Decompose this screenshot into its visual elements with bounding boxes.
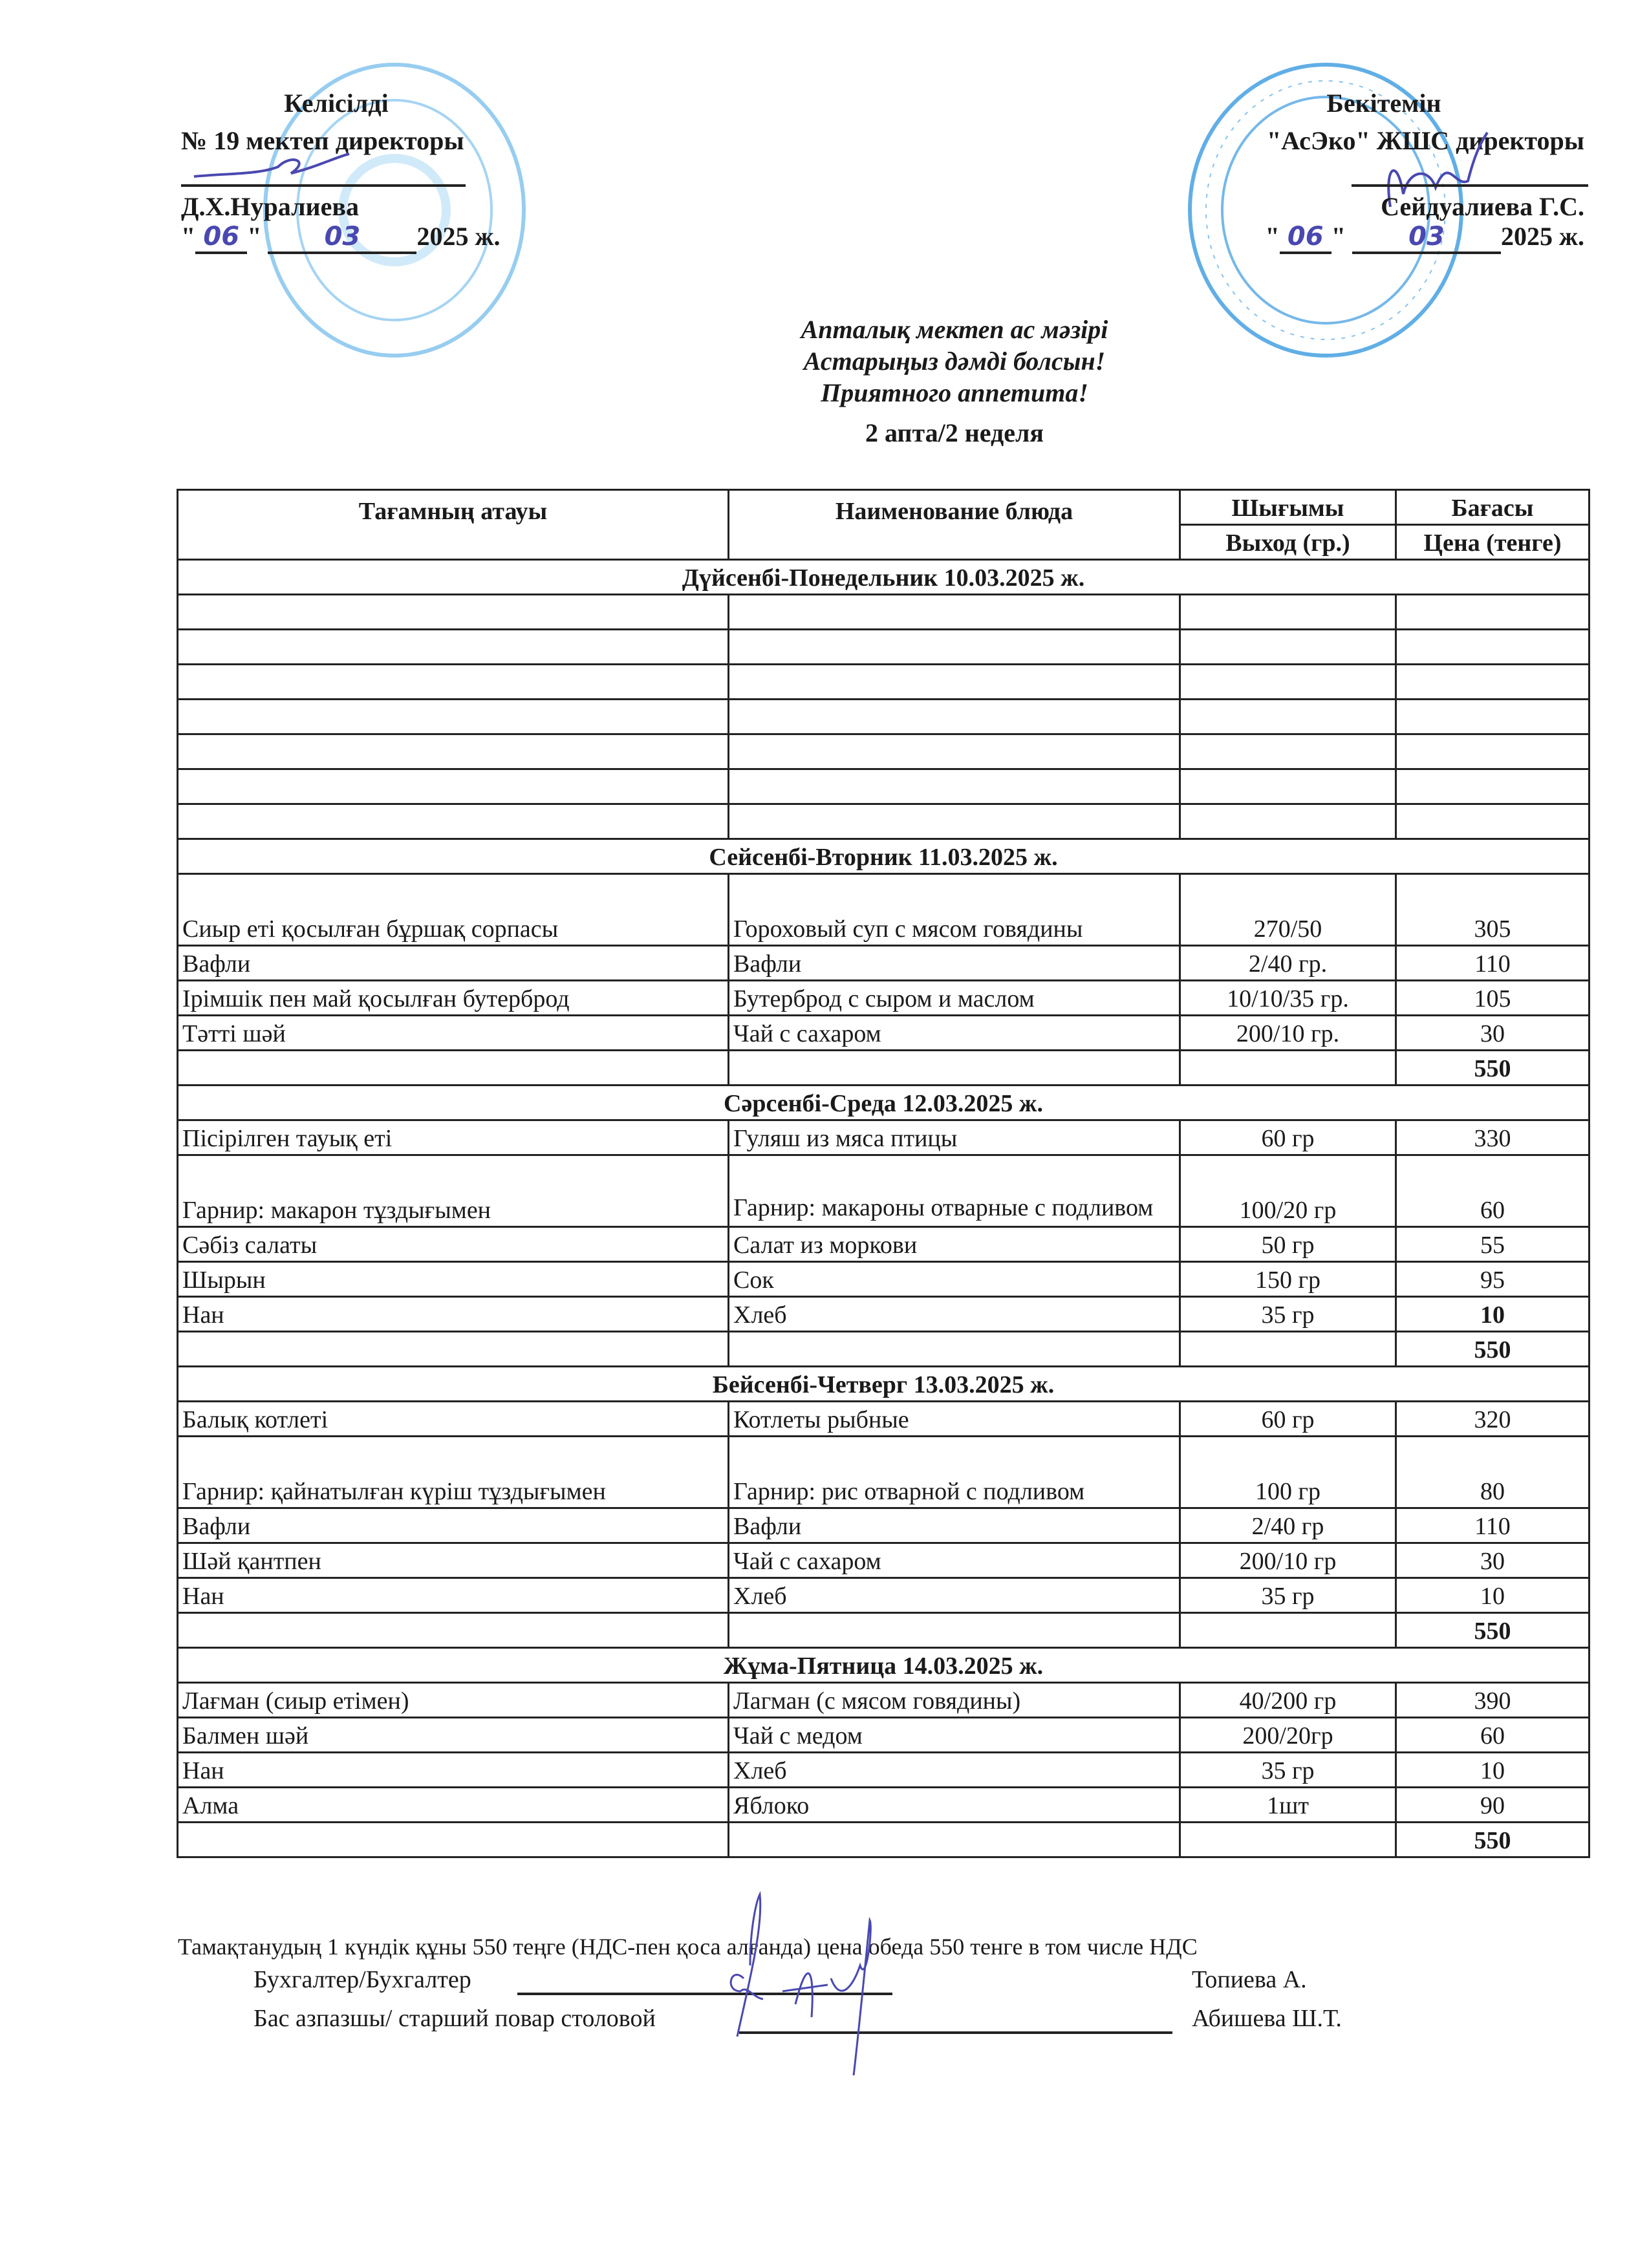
- signature-line-left: [181, 184, 466, 187]
- day-header-row: [178, 1086, 1590, 1120]
- dish-row: [178, 981, 1590, 1016]
- dish-name-ru: Салат из моркови: [729, 1227, 1180, 1262]
- dish-price: 60: [1396, 1155, 1590, 1227]
- date-day: 06: [1280, 222, 1331, 254]
- empty-cell: [178, 1613, 729, 1648]
- dish-row: [178, 1227, 1590, 1262]
- dish-weight: [1180, 769, 1396, 804]
- date-year: 2025 ж.: [1500, 222, 1584, 251]
- dish-weight: [1180, 700, 1396, 734]
- dish-name-kz: [178, 804, 729, 839]
- dish-row: [178, 1437, 1590, 1508]
- header-price-ru: Цена (тенге): [1396, 525, 1590, 560]
- dish-price: 105: [1396, 981, 1590, 1016]
- day-total: 550: [1396, 1051, 1590, 1086]
- dish-row: [178, 769, 1590, 804]
- dish-name-ru: Лагман (с мясом говядины): [729, 1683, 1180, 1718]
- dish-price: 60: [1396, 1718, 1590, 1753]
- dish-price: [1396, 804, 1590, 839]
- dish-row: [178, 1016, 1590, 1051]
- dish-price: 110: [1396, 1508, 1590, 1543]
- menu-table: [177, 489, 1590, 1858]
- dish-weight: [1180, 804, 1396, 839]
- dish-price: 10: [1396, 1578, 1590, 1613]
- dish-weight: 35 гр: [1180, 1578, 1396, 1613]
- dish-name-ru: Яблоко: [729, 1788, 1180, 1823]
- dish-price: [1396, 734, 1590, 769]
- cook-name: Абишева Ш.Т.: [1192, 2005, 1342, 2032]
- header-weight-ru: Выход (гр.): [1180, 525, 1396, 560]
- dish-name-ru: Вафли: [729, 946, 1180, 981]
- dish-price: 390: [1396, 1683, 1590, 1718]
- dish-weight: 270/50: [1180, 874, 1396, 946]
- dish-name-ru: Сок: [729, 1262, 1180, 1297]
- dish-name-kz: [178, 700, 729, 734]
- dish-weight: 60 гр: [1180, 1402, 1396, 1437]
- dish-row: [178, 1753, 1590, 1788]
- dish-name-kz: Ірімшік пен май қосылған бутерброд: [178, 981, 729, 1016]
- empty-cell: [1180, 1051, 1396, 1086]
- table-header-row: [178, 490, 1590, 525]
- dish-name-kz: Вафли: [178, 946, 729, 981]
- dish-name-kz: Алма: [178, 1788, 729, 1823]
- date-day: 06: [195, 222, 247, 254]
- week-label: 2 апта/2 неделя: [865, 418, 1044, 447]
- approval-right-date: " 06 " 03 2025 ж.: [1266, 221, 1584, 254]
- dish-name-ru: Чай с медом: [729, 1718, 1180, 1753]
- dish-weight: 100/20 гр: [1180, 1155, 1396, 1227]
- dish-name-kz: [178, 769, 729, 804]
- dish-price: 305: [1396, 874, 1590, 946]
- approval-right-title: Бекітемін: [1326, 89, 1441, 118]
- dish-name-ru: [729, 769, 1180, 804]
- dish-weight: 10/10/35 гр.: [1180, 981, 1396, 1016]
- dish-name-ru: [729, 665, 1180, 700]
- dish-name-kz: Шырын: [178, 1262, 729, 1297]
- day-title: Бейсенбі-Четверг 13.03.2025 ж.: [178, 1367, 1590, 1402]
- accountant-label: Бухгалтер/Бухгалтер: [253, 1966, 471, 1993]
- dish-price: 10: [1396, 1297, 1590, 1332]
- dish-name-kz: [178, 665, 729, 700]
- day-header-row: [178, 1648, 1590, 1683]
- header-ru-name: Наименование блюда: [729, 490, 1180, 560]
- dish-row: [178, 595, 1590, 630]
- dish-weight: 100 гр: [1180, 1437, 1396, 1508]
- dish-price: [1396, 630, 1590, 665]
- dish-row: [178, 946, 1590, 981]
- dish-price: 80: [1396, 1437, 1590, 1508]
- day-header-row: [178, 839, 1590, 874]
- dish-name-kz: [178, 595, 729, 630]
- dish-price: [1396, 700, 1590, 734]
- dish-name-ru: Котлеты рыбные: [729, 1402, 1180, 1437]
- dish-name-kz: Гарнир: макарон тұздығымен: [178, 1155, 729, 1227]
- dish-price: 330: [1396, 1120, 1590, 1155]
- dish-name-ru: [729, 630, 1180, 665]
- date-month: 03: [268, 222, 416, 254]
- dish-name-kz: Лағман (сиыр етімен): [178, 1683, 729, 1718]
- dish-row: [178, 1262, 1590, 1297]
- dish-name-ru: [729, 595, 1180, 630]
- price-note: Тамақтанудың 1 күндік құны 550 теңге (НДС-пен қоса алғанда) цена обеда 550 тенге в том числе НДС: [178, 1934, 1198, 1960]
- dish-name-ru: Чай с сахаром: [729, 1543, 1180, 1578]
- dish-row: [178, 1120, 1590, 1155]
- dish-weight: [1180, 630, 1396, 665]
- dish-name-kz: [178, 734, 729, 769]
- dish-row: [178, 1297, 1590, 1332]
- dish-name-ru: [729, 734, 1180, 769]
- day-total-row: [178, 1332, 1590, 1367]
- empty-cell: [729, 1613, 1180, 1648]
- menu-subtitle-ru: Приятного аппетита!: [821, 378, 1088, 407]
- day-total-row: [178, 1613, 1590, 1648]
- dish-row: [178, 1402, 1590, 1437]
- dish-weight: 50 гр: [1180, 1227, 1396, 1262]
- approval-right-name: Сейдуалиева Г.С.: [1381, 192, 1584, 221]
- dish-weight: 150 гр: [1180, 1262, 1396, 1297]
- dish-weight: [1180, 595, 1396, 630]
- dish-name-ru: Хлеб: [729, 1753, 1180, 1788]
- dish-weight: 2/40 гр.: [1180, 946, 1396, 981]
- empty-cell: [178, 1051, 729, 1086]
- empty-cell: [1180, 1613, 1396, 1648]
- empty-cell: [178, 1332, 729, 1367]
- approval-left-title: Келісілді: [284, 89, 389, 118]
- accountant-name: Топиева А.: [1192, 1966, 1307, 1993]
- dish-row: [178, 1155, 1590, 1227]
- dish-name-kz: Нан: [178, 1578, 729, 1613]
- dish-price: [1396, 769, 1590, 804]
- dish-name-ru: Гарнир: рис отварной с подливом: [729, 1437, 1180, 1508]
- dish-weight: 40/200 гр: [1180, 1683, 1396, 1718]
- dish-price: 10: [1396, 1753, 1590, 1788]
- dish-weight: 200/10 гр.: [1180, 1016, 1396, 1051]
- dish-weight: 35 гр: [1180, 1297, 1396, 1332]
- cook-label: Бас азпазшы/ старший повар столовой: [253, 2005, 656, 2032]
- approval-left-position: № 19 мектеп директоры: [181, 126, 464, 155]
- dish-name-kz: Тәтті шәй: [178, 1016, 729, 1051]
- dish-price: 90: [1396, 1788, 1590, 1823]
- day-title: Жұма-Пятница 14.03.2025 ж.: [178, 1648, 1590, 1683]
- empty-cell: [729, 1332, 1180, 1367]
- dish-name-kz: Вафли: [178, 1508, 729, 1543]
- menu-title: Апталық мектеп ас мәзірі: [801, 315, 1108, 344]
- date-month: 03: [1352, 222, 1501, 254]
- day-total: 550: [1396, 1823, 1590, 1857]
- dish-name-kz: Балық котлеті: [178, 1402, 729, 1437]
- dish-row: [178, 1683, 1590, 1718]
- dish-price: 30: [1396, 1543, 1590, 1578]
- day-header-row: [178, 1367, 1590, 1402]
- dish-row: [178, 665, 1590, 700]
- dish-weight: [1180, 734, 1396, 769]
- header-kz-name: Тағамның атауы: [178, 490, 729, 560]
- dish-name-ru: Гуляш из мяса птицы: [729, 1120, 1180, 1155]
- dish-price: 30: [1396, 1016, 1590, 1051]
- day-total: 550: [1396, 1613, 1590, 1648]
- dish-weight: 60 гр: [1180, 1120, 1396, 1155]
- dish-price: [1396, 665, 1590, 700]
- dish-row: [178, 874, 1590, 946]
- dish-row: [178, 734, 1590, 769]
- dish-weight: 1шт: [1180, 1788, 1396, 1823]
- dish-weight: 35 гр: [1180, 1753, 1396, 1788]
- dish-row: [178, 804, 1590, 839]
- dish-weight: 200/20гр: [1180, 1718, 1396, 1753]
- signature-left: [188, 147, 369, 186]
- empty-cell: [178, 1823, 729, 1857]
- day-total-row: [178, 1823, 1590, 1857]
- footer-signatures: [698, 1888, 1022, 2082]
- date-year: 2025 ж.: [416, 222, 501, 251]
- dish-weight: [1180, 665, 1396, 700]
- dish-name-ru: Бутерброд с сыром и маслом: [729, 981, 1180, 1016]
- dish-price: 110: [1396, 946, 1590, 981]
- day-total: 550: [1396, 1332, 1590, 1367]
- dish-weight: 2/40 гр: [1180, 1508, 1396, 1543]
- empty-cell: [1180, 1823, 1396, 1857]
- dish-name-ru: Вафли: [729, 1508, 1180, 1543]
- day-header-row: [178, 560, 1590, 595]
- day-title: Дүйсенбі-Понедельник 10.03.2025 ж.: [178, 560, 1590, 595]
- dish-row: [178, 1788, 1590, 1823]
- day-title: Сәрсенбі-Среда 12.03.2025 ж.: [178, 1086, 1590, 1120]
- dish-price: 320: [1396, 1402, 1590, 1437]
- day-total-row: [178, 1051, 1590, 1086]
- dish-name-kz: Нан: [178, 1297, 729, 1332]
- empty-cell: [729, 1051, 1180, 1086]
- dish-name-kz: Сиыр еті қосылған бұршақ сорпасы: [178, 874, 729, 946]
- dish-name-ru: Гарнир: макароны отварные с подливом: [729, 1155, 1180, 1227]
- dish-name-kz: Шәй қантпен: [178, 1543, 729, 1578]
- approval-left-date: " 06 " 03 2025 ж.: [181, 221, 500, 254]
- dish-name-ru: Хлеб: [729, 1297, 1180, 1332]
- dish-price: 95: [1396, 1262, 1590, 1297]
- approval-right-position: "АсЭко" ЖШС директоры: [1267, 126, 1584, 155]
- dish-name-kz: Балмен шәй: [178, 1718, 729, 1753]
- dish-name-ru: Гороховый суп с мясом говядины: [729, 874, 1180, 946]
- menu-subtitle-kz: Астарыңыз дәмді болсын!: [803, 347, 1106, 376]
- dish-row: [178, 1508, 1590, 1543]
- dish-name-ru: Чай с сахаром: [729, 1016, 1180, 1051]
- header-price-kz: Бағасы: [1396, 490, 1590, 525]
- dish-name-ru: [729, 804, 1180, 839]
- dish-name-kz: [178, 630, 729, 665]
- dish-name-ru: Хлеб: [729, 1578, 1180, 1613]
- dish-row: [178, 1578, 1590, 1613]
- dish-price: [1396, 595, 1590, 630]
- empty-cell: [1180, 1332, 1396, 1367]
- dish-row: [178, 1543, 1590, 1578]
- dish-row: [178, 1718, 1590, 1753]
- dish-name-kz: Сәбіз салаты: [178, 1227, 729, 1262]
- dish-name-kz: Пісірілген тауық еті: [178, 1120, 729, 1155]
- dish-name-ru: [729, 700, 1180, 734]
- dish-price: 55: [1396, 1227, 1590, 1262]
- dish-name-kz: Гарнир: қайнатылған күріш тұздығымен: [178, 1437, 729, 1508]
- day-title: Сейсенбі-Вторник 11.03.2025 ж.: [178, 839, 1590, 874]
- empty-cell: [729, 1823, 1180, 1857]
- approval-left-name: Д.Х.Нуралиева: [181, 192, 359, 221]
- dish-row: [178, 700, 1590, 734]
- signature-line-right: [1352, 184, 1588, 187]
- dish-weight: 200/10 гр: [1180, 1543, 1396, 1578]
- dish-name-kz: Нан: [178, 1753, 729, 1788]
- dish-row: [178, 630, 1590, 665]
- header-weight-kz: Шығымы: [1180, 490, 1396, 525]
